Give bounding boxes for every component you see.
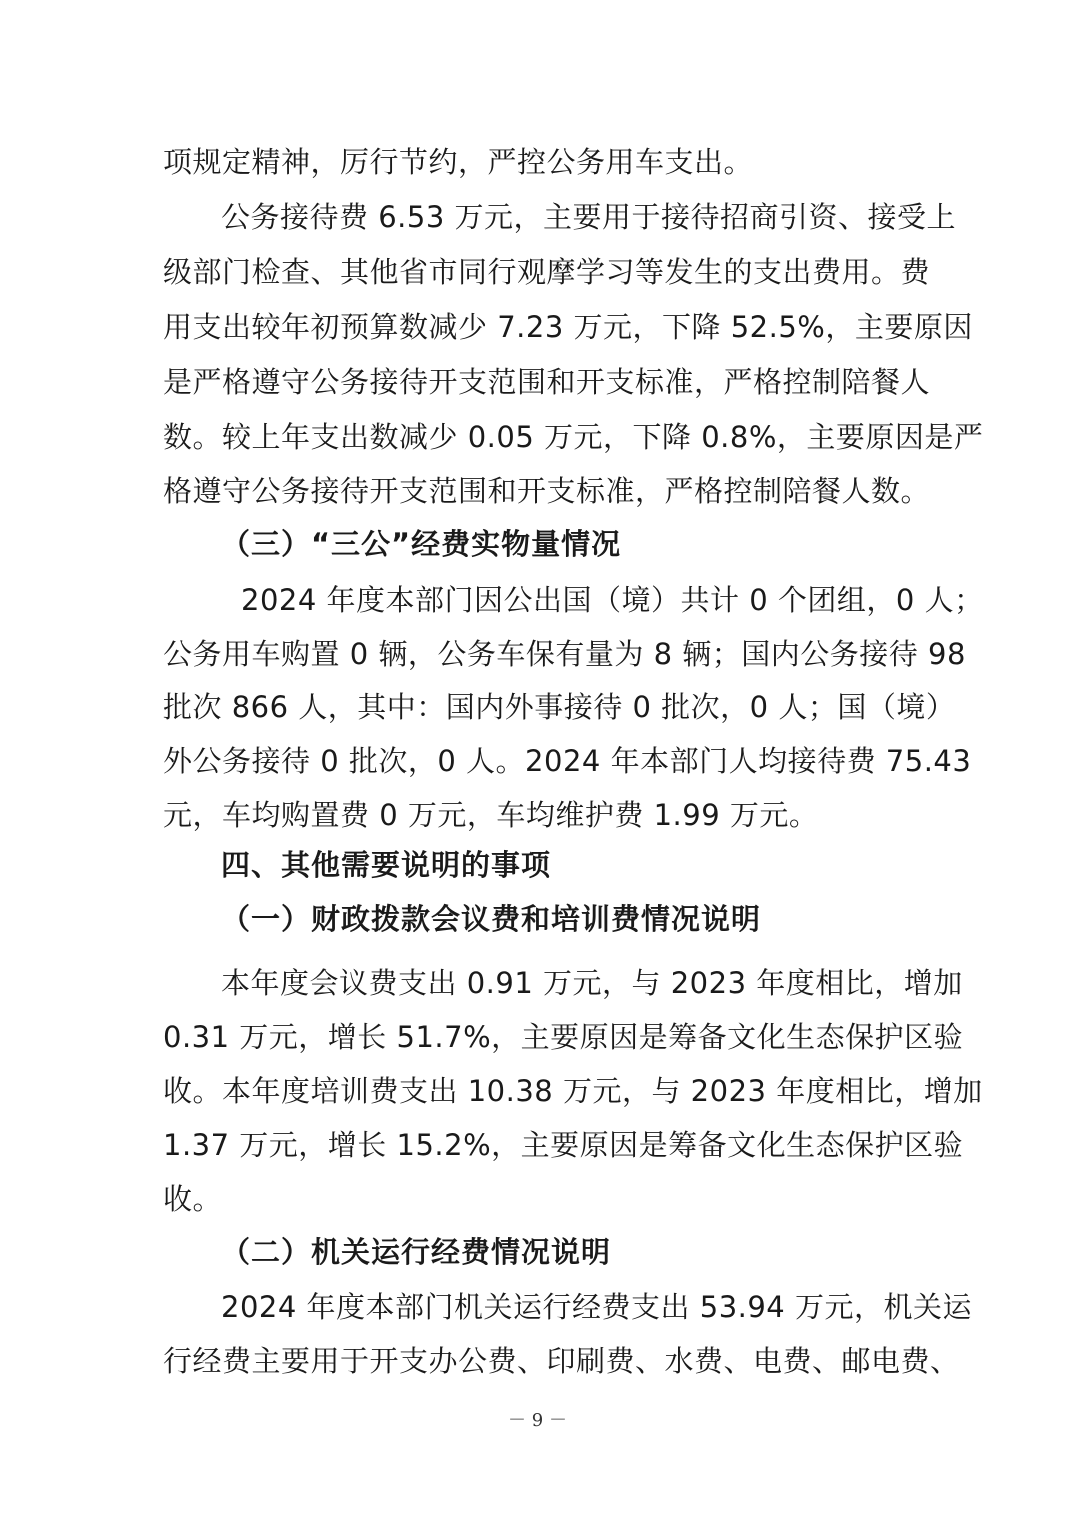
paragraph-line: 行经费主要用于开支办公费、印刷费、水费、电费、邮电费、 bbox=[163, 1344, 960, 1378]
paragraph-line: 格遵守公务接待开支范围和开支标准，严格控制陪餐人数。 bbox=[163, 474, 931, 508]
paragraph-line: 数。较上年支出数减少 0.05 万元，下降 0.8%，主要原因是严 bbox=[163, 420, 984, 454]
paragraph-line: 元，车均购置费 0 万元，车均维护费 1.99 万元。 bbox=[163, 798, 819, 832]
paragraph-line: 2024 年度本部门机关运行经费支出 53.94 万元，机关运 bbox=[221, 1290, 972, 1324]
paragraph-line: 项规定精神，厉行节约，严控公务用车支出。 bbox=[163, 145, 754, 179]
paragraph-line: 批次 866 人，其中：国内外事接待 0 批次，0 人；国（境） bbox=[163, 690, 956, 724]
paragraph-line: 2024 年度本部门因公出国（境）共计 0 个团组，0 人； bbox=[241, 583, 984, 617]
paragraph-line: 用支出较年初预算数减少 7.23 万元，下降 52.5%，主要原因 bbox=[163, 310, 973, 344]
subsection-heading: （一）财政拨款会议费和培训费情况说明 bbox=[221, 902, 762, 936]
paragraph-line: 收。 bbox=[163, 1182, 223, 1216]
paragraph-line: 公务接待费 6.53 万元，主要用于接待招商引资、接受上 bbox=[221, 200, 957, 234]
paragraph-line: 收。本年度培训费支出 10.38 万元，与 2023 年度相比，增加 bbox=[163, 1074, 983, 1108]
paragraph-line: 外公务接待 0 批次，0 人。2024 年本部门人均接待费 75.43 bbox=[163, 744, 972, 778]
paragraph-line: 1.37 万元，增长 15.2%，主要原因是筹备文化生态保护区验 bbox=[163, 1128, 964, 1162]
paragraph-line: 是严格遵守公务接待开支范围和开支标准，严格控制陪餐人 bbox=[163, 365, 931, 399]
paragraph-line: 公务用车购置 0 辆，公务车保有量为 8 辆；国内公务接待 98 bbox=[163, 637, 966, 671]
subsection-heading: （二）机关运行经费情况说明 bbox=[221, 1235, 612, 1269]
paragraph-line: 本年度会议费支出 0.91 万元，与 2023 年度相比，增加 bbox=[221, 966, 963, 1000]
subsection-heading: （三）“三公”经费实物量情况 bbox=[221, 527, 622, 561]
page-number: － 9 － bbox=[508, 1410, 567, 1431]
paragraph-line: 级部门检查、其他省市同行观摩学习等发生的支出费用。费 bbox=[163, 255, 931, 289]
paragraph-line: 0.31 万元，增长 51.7%，主要原因是筹备文化生态保护区验 bbox=[163, 1020, 964, 1054]
section-heading: 四、其他需要说明的事项 bbox=[221, 848, 552, 882]
